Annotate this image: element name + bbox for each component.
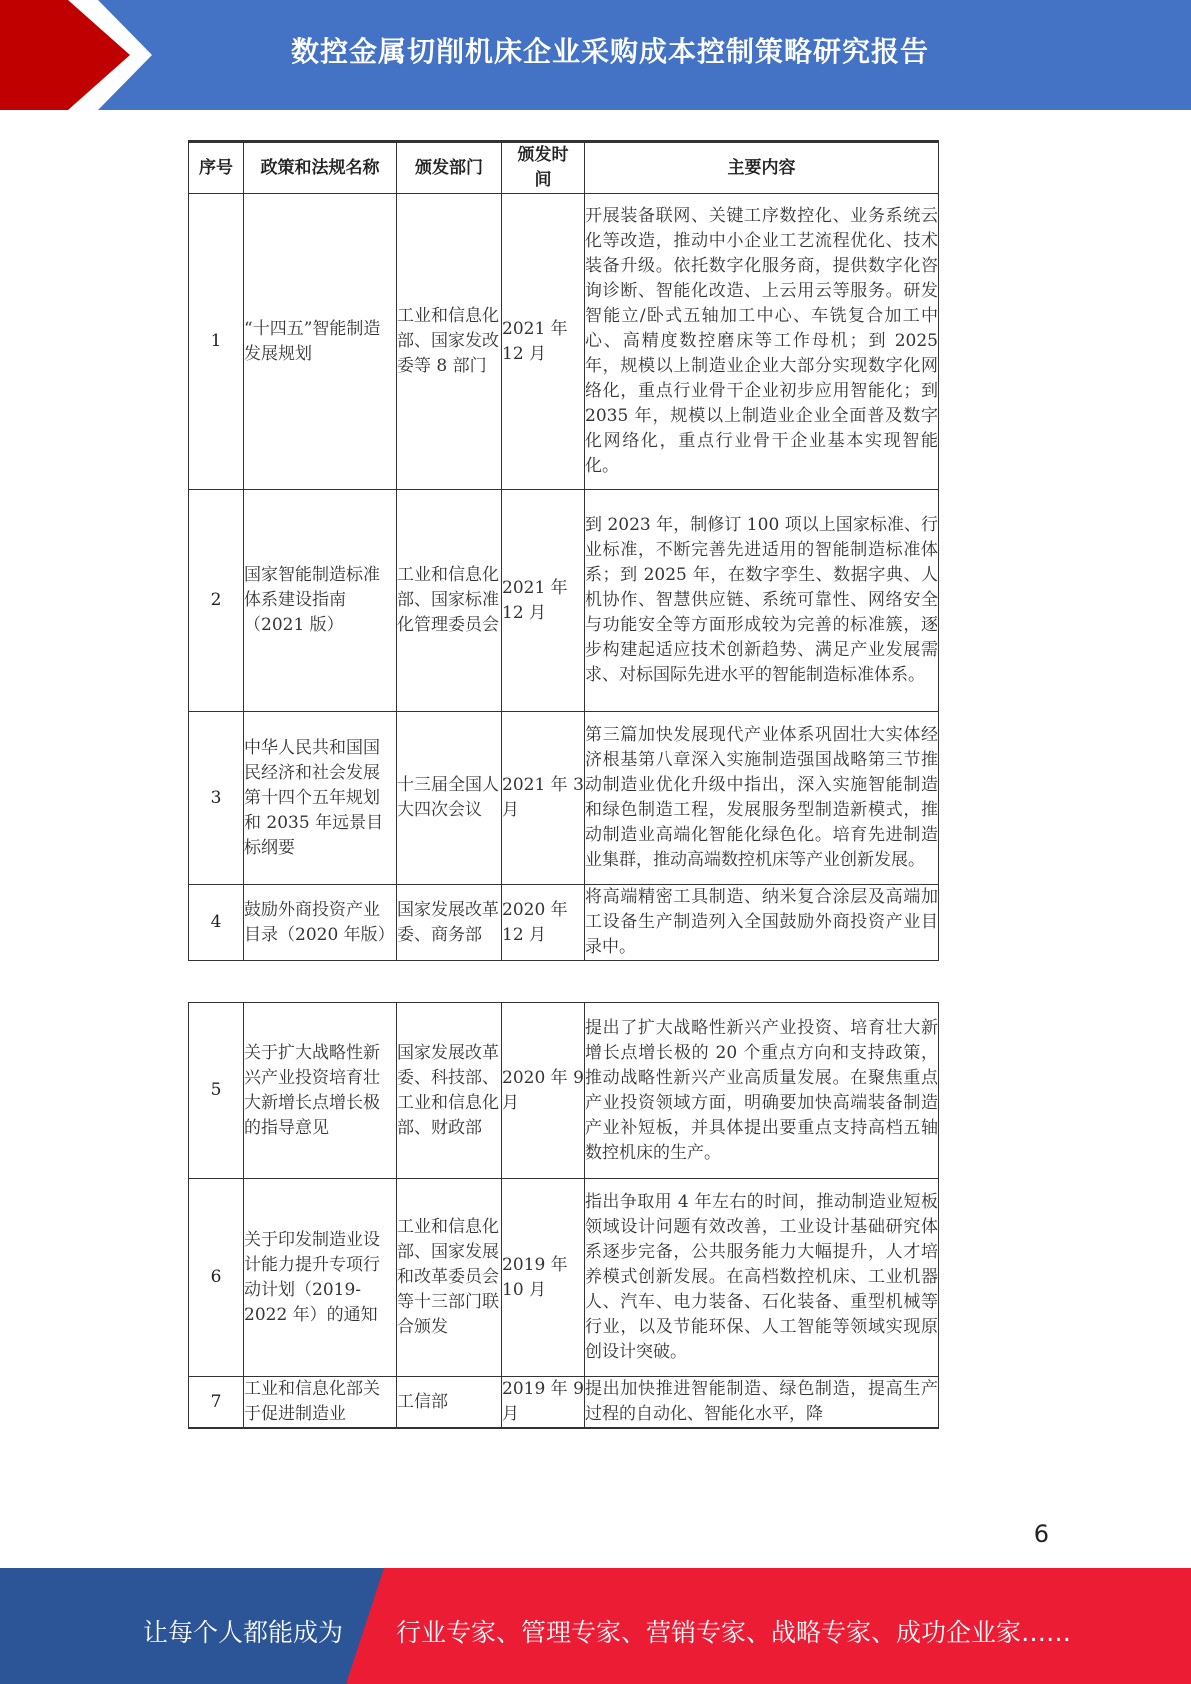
row-number: 2 bbox=[189, 490, 244, 712]
policy-name: “十四五”智能制造发展规划 bbox=[244, 194, 397, 490]
issue-time: 2019 年 9 月 bbox=[502, 1377, 585, 1429]
row-number: 7 bbox=[189, 1377, 244, 1429]
table-row bbox=[189, 1377, 939, 1429]
table-row bbox=[189, 1003, 939, 1179]
issue-time: 2021 年 3 月 bbox=[502, 712, 585, 885]
table-row bbox=[189, 885, 939, 961]
column-header-time: 颁发时间 bbox=[502, 142, 585, 194]
table-header-row bbox=[189, 142, 939, 194]
issuing-department: 工业和信息化部、国家发展和改革委员会等十三部门联合颁发 bbox=[397, 1179, 502, 1377]
page-title: 数控金属切削机床企业采购成本控制策略研究报告 bbox=[290, 35, 929, 68]
table-row bbox=[189, 712, 939, 885]
main-content: 将高端精密工具制造、纳米复合涂层及高端加工设备生产制造列入全国鼓励外商投资产业目录中。 bbox=[585, 885, 939, 961]
issuing-department: 十三届全国人大四次会议 bbox=[397, 712, 502, 885]
issue-time: 2020 年 12 月 bbox=[502, 885, 585, 961]
policy-name: 关于印发制造业设计能力提升专项行动计划（2019-2022 年）的通知 bbox=[244, 1179, 397, 1377]
issue-time: 2019 年 10 月 bbox=[502, 1179, 585, 1377]
policy-name: 国家智能制造标准体系建设指南（2021 版） bbox=[244, 490, 397, 712]
policy-name: 工业和信息化部关于促进制造业 bbox=[244, 1377, 397, 1429]
main-content: 开展装备联网、关键工序数控化、业务系统云化等改造，推动中小企业工艺流程优化、技术装备升级。依托数字化服务商，提供数字化咨询诊断、智能化改造、上云用云等服务。研发智能立/卧式五轴加工中心、车铣复合加工中心、高精度数控磨床等工作母机；到 2025 年，规模以上制造业企业大部分实现数字化网络化，重点行业骨干企业初步应用智能化；到 2035 年，规模以上制造业企业全面普及数字化网络化，重点行业骨干企业基本实现智能化。 bbox=[585, 194, 939, 490]
main-content: 提出了扩大战略性新兴产业投资、培育壮大新增长点增长极的 20 个重点方向和支持政策，推动战略性新兴产业高质量发展。在聚焦重点产业投资领域方面，明确要加快高端装备制造产业补短板，并具体提出要重点支持高档五轴数控机床的生产。 bbox=[585, 1003, 939, 1179]
main-content: 第三篇加快发展现代产业体系巩固壮大实体经济根基第八章深入实施制造强国战略第三节推动制造业优化升级中指出，深入实施智能制造和绿色制造工程，发展服务型制造新模式，推动制造业高端化智能化绿色化。培育先进制造业集群，推动高端数控机床等产业创新发展。 bbox=[585, 712, 939, 885]
footer-slogan-left: 让每个人都能成为 bbox=[143, 1618, 344, 1647]
footer-slogan-right: 行业专家、管理专家、营销专家、战略专家、成功企业家…… bbox=[396, 1618, 1072, 1647]
policy-table-part-2 bbox=[188, 1002, 939, 1429]
issuing-department: 工业和信息化部、国家发改委等 8 部门 bbox=[397, 194, 502, 490]
column-header-dept: 颁发部门 bbox=[397, 142, 502, 194]
column-header-name: 政策和法规名称 bbox=[244, 142, 397, 194]
row-number: 3 bbox=[189, 712, 244, 885]
table-row bbox=[189, 1179, 939, 1377]
issuing-department: 国家发展改革委、科技部、工业和信息化部、财政部 bbox=[397, 1003, 502, 1179]
main-content: 提出加快推进智能制造、绿色制造，提高生产过程的自动化、智能化水平，降 bbox=[585, 1377, 939, 1429]
row-number: 6 bbox=[189, 1179, 244, 1377]
page-number: 6 bbox=[1033, 1520, 1049, 1548]
column-header-no: 序号 bbox=[189, 142, 244, 194]
policy-name: 关于扩大战略性新兴产业投资培育壮大新增长点增长极的指导意见 bbox=[244, 1003, 397, 1179]
issue-time: 2021 年 12 月 bbox=[502, 490, 585, 712]
issuing-department: 工业和信息化部、国家标准化管理委员会 bbox=[397, 490, 502, 712]
policy-table-part-1 bbox=[188, 140, 939, 961]
issue-time: 2020 年 9 月 bbox=[502, 1003, 585, 1179]
issuing-department: 工信部 bbox=[397, 1377, 502, 1429]
row-number: 4 bbox=[189, 885, 244, 961]
table-row bbox=[189, 194, 939, 490]
row-number: 5 bbox=[189, 1003, 244, 1179]
issuing-department: 国家发展改革委、商务部 bbox=[397, 885, 502, 961]
issue-time: 2021 年 12 月 bbox=[502, 194, 585, 490]
main-content: 指出争取用 4 年左右的时间，推动制造业短板领域设计问题有效改善，工业设计基础研究体系逐步完备，公共服务能力大幅提升，人才培养模式创新发展。在高档数控机床、工业机器人、汽车、电力装备、石化装备、重型机械等行业，以及节能环保、人工智能等领域实现原创设计突破。 bbox=[585, 1179, 939, 1377]
main-content: 到 2023 年，制修订 100 项以上国家标准、行业标准，不断完善先进适用的智能制造标准体系；到 2025 年，在数字孪生、数据字典、人机协作、智慧供应链、系统可靠性、网络安全与功能安全等方面形成较为完善的标准簇，逐步构建起适应技术创新趋势、满足产业发展需求、对标国际先进水平的智能制造标准体系。 bbox=[585, 490, 939, 712]
policy-name: 鼓励外商投资产业目录（2020 年版） bbox=[244, 885, 397, 961]
column-header-content: 主要内容 bbox=[585, 142, 939, 194]
table-row bbox=[189, 490, 939, 712]
policy-name: 中华人民共和国国民经济和社会发展第十四个五年规划和 2035 年远景目标纲要 bbox=[244, 712, 397, 885]
row-number: 1 bbox=[189, 194, 244, 490]
